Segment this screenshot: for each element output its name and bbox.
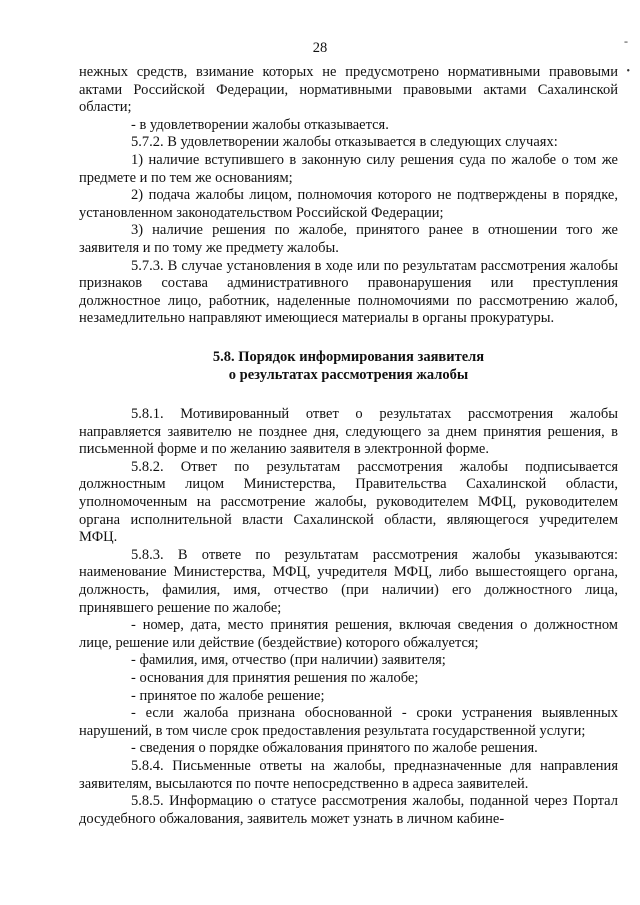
- paragraph: - сведения о порядке обжалования принятого по жалобе решения.: [131, 740, 538, 757]
- paragraph: - основания для принятия решения по жалобе;: [131, 670, 419, 686]
- document-body: [79, 64, 618, 828]
- paragraphs-bottom: [79, 406, 618, 828]
- paragraph: 5.7.3. В случае установления в ходе или по результатам рассмотрения жалобы признаков состава административного правонарушения или преступления должностное лицо, работник, наделенные полномочиями по рассмотрению жалоб, незамедлительно направляют имеющиеся материалы в органы прокуратуры.: [79, 257, 618, 327]
- paragraph: нежных средств, взимание которых не предусмотрено нормативными правовыми актами Российской Федерации, нормативными правовыми актами Сахалинской области;: [79, 64, 618, 116]
- paragraph: - фамилия, имя, отчество (при наличии) заявителя;: [131, 652, 446, 669]
- paragraph: 5.7.2. В удовлетворении жалобы отказывается в следующих случаях:: [131, 134, 558, 151]
- scan-mark-dot: •: [626, 66, 630, 77]
- paragraph: - если жалоба признана обоснованной - сроки устранения выявленных нарушений, в том числе срок предоставления результата государственной услуги;: [79, 705, 618, 739]
- paragraph: - номер, дата, место принятия решения, включая сведения о должностном лице, решение или действие (бездействие) которого обжалуется;: [79, 617, 618, 651]
- paragraph: 5.8.1. Мотивированный ответ о результатах рассмотрения жалобы направляется заявителю не позднее дня, следующего за днем принятия решения, в письменной форме и по желанию заявителя в электронной форме.: [79, 406, 618, 458]
- paragraph: - в удовлетворении жалобы отказывается.: [131, 116, 389, 133]
- paragraph: 2) подача жалобы лицом, полномочия которого не подтверждены в порядке, установленном законодательством Российской Федерации;: [79, 187, 618, 221]
- section-heading-line2: о результатах рассмотрения жалобы: [228, 366, 469, 383]
- paragraph: 3) наличие решения по жалобе, принятого ранее в отношении того же заявителя и по тому же предмету жалобы.: [79, 222, 618, 256]
- paragraph: 5.8.4. Письменные ответы на жалобы, предназначенные для направления заявителям, высылаются по почте непосредственно в адреса заявителей.: [79, 757, 618, 792]
- section-heading-line1: 5.8. Порядок информирования заявителя: [212, 348, 485, 365]
- paragraph: 5.8.5. Информацию о статусе рассмотрения жалобы, поданной через Портал досудебного обжалования, заявитель может узнать в личном кабине-: [79, 793, 618, 827]
- page-number: 28: [312, 40, 328, 56]
- paragraph: 5.8.3. В ответе по результатам рассмотрения жалобы указываются: наименование Министерства, МФЦ, учредителя МФЦ, либо вышестоящего органа, должность, фамилия, имя, отчество (при наличии) его должностного лица, принявшего решение по жалобе;: [79, 546, 618, 616]
- paragraph: - принятое по жалобе решение;: [131, 687, 325, 704]
- scan-mark: -: [624, 34, 628, 48]
- paragraph: 1) наличие вступившего в законную силу решения суда по жалобе о том же предмете и по тем же основаниям;: [79, 151, 618, 186]
- section-heading: [79, 349, 618, 384]
- paragraph: 5.8.2. Ответ по результатам рассмотрения жалобы подписывается должностным лицом Министерства, Правительства Сахалинской области, уполномоченным на рассмотрение жалобы, руководителем МФЦ, руководителем органа исполнительной власти Сахалинской области, являющегося учредителем МФЦ.: [79, 458, 618, 546]
- paragraphs-top: [79, 64, 618, 328]
